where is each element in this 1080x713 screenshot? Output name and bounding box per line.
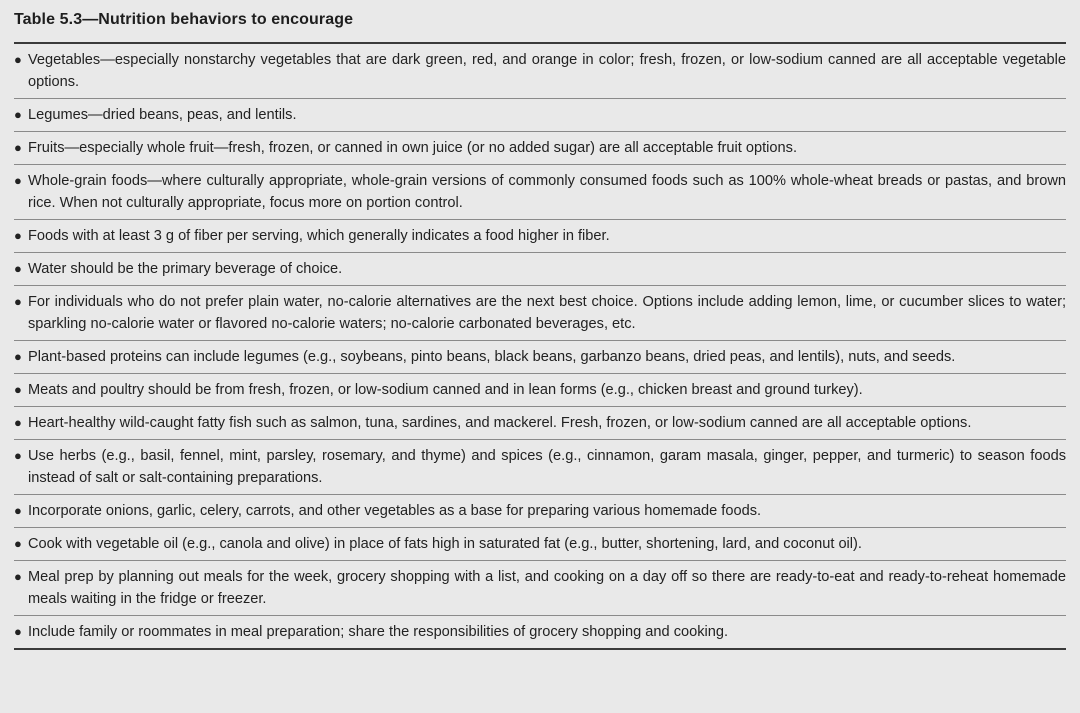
row-text: Whole-grain foods—where culturally appropriate, whole-grain versions of commonly consumed foods such as 100% whole-wheat breads or pastas, and brown rice. When not culturally appropriate, focus more on portion control. (28, 173, 1066, 211)
bullet-icon: ● (14, 382, 22, 397)
table-row (14, 561, 1066, 616)
table-row (14, 220, 1066, 253)
row-text: Cook with vegetable oil (e.g., canola and olive) in place of fats high in saturated fat (e.g., butter, shortening, lard, and coconut oil). (28, 536, 862, 552)
bullet-icon: ● (14, 503, 22, 518)
bullet-icon: ● (14, 624, 22, 639)
row-text: Vegetables—especially nonstarchy vegetables that are dark green, red, and orange in color; fresh, frozen, or low-sodium canned are all acceptable vegetable options. (28, 52, 1066, 90)
row-text: Meal prep by planning out meals for the week, grocery shopping with a list, and cooking on a day off so there are ready-to-eat and ready-to-reheat homemade meals waiting in the fridge or freezer. (28, 569, 1066, 607)
bullet-icon: ● (14, 448, 22, 463)
row-text: Heart-healthy wild-caught fatty fish such as salmon, tuna, sardines, and mackerel. Fresh, frozen, or low-sodium canned are all acceptable options. (28, 415, 972, 431)
table-row (14, 165, 1066, 220)
table-row (14, 132, 1066, 165)
table-bottom-rule (14, 648, 1066, 650)
bullet-icon: ● (14, 294, 22, 309)
row-text: Foods with at least 3 g of fiber per serving, which generally indicates a food higher in fiber. (28, 228, 610, 244)
table-row (14, 286, 1066, 341)
table-row (14, 341, 1066, 374)
bullet-icon: ● (14, 228, 22, 243)
table-title: Table 5.3—Nutrition behaviors to encourage (14, 11, 354, 28)
bullet-icon: ● (14, 107, 22, 122)
table-row (14, 440, 1066, 495)
table-row (14, 99, 1066, 132)
table-row (14, 44, 1066, 99)
bullet-icon: ● (14, 140, 22, 155)
row-text: For individuals who do not prefer plain water, no-calorie alternatives are the next best choice. Options include adding lemon, lime, or cucumber slices to water; sparkling no-calorie water or flavored no-calorie waters; no-calorie carbonated beverages, etc. (28, 294, 1066, 332)
row-text: Include family or roommates in meal preparation; share the responsibilities of grocery shopping and cooking. (28, 624, 729, 640)
table-row (14, 528, 1066, 561)
row-text: Use herbs (e.g., basil, fennel, mint, parsley, rosemary, and thyme) and spices (e.g., cinnamon, garam masala, ginger, pepper, and turmeric) to season foods instead of salt or salt-containing preparations. (28, 448, 1066, 486)
bullet-icon: ● (14, 415, 22, 430)
row-text: Meats and poultry should be from fresh, frozen, or low-sodium canned and in lean forms (e.g., chicken breast and ground turkey). (28, 382, 863, 398)
bullet-icon: ● (14, 173, 22, 188)
table-row (14, 616, 1066, 648)
table-row (14, 495, 1066, 528)
row-text: Water should be the primary beverage of choice. (28, 261, 343, 277)
table-row (14, 374, 1066, 407)
bullet-icon: ● (14, 261, 22, 276)
row-text: Plant-based proteins can include legumes (e.g., soybeans, pinto beans, black beans, garbanzo beans, dried peas, and lentils), nuts, and seeds. (28, 349, 956, 365)
row-text: Incorporate onions, garlic, celery, carrots, and other vegetables as a base for preparing various homemade foods. (28, 503, 762, 519)
table-body (14, 44, 1066, 648)
bullet-icon: ● (14, 349, 22, 364)
table-row (14, 407, 1066, 440)
table-row (14, 253, 1066, 286)
bullet-icon: ● (14, 569, 22, 584)
row-text: Fruits—especially whole fruit—fresh, frozen, or canned in own juice (or no added sugar) are all acceptable fruit options. (28, 140, 797, 156)
bullet-icon: ● (14, 52, 22, 67)
row-text: Legumes—dried beans, peas, and lentils. (28, 107, 297, 123)
bullet-icon: ● (14, 536, 22, 551)
